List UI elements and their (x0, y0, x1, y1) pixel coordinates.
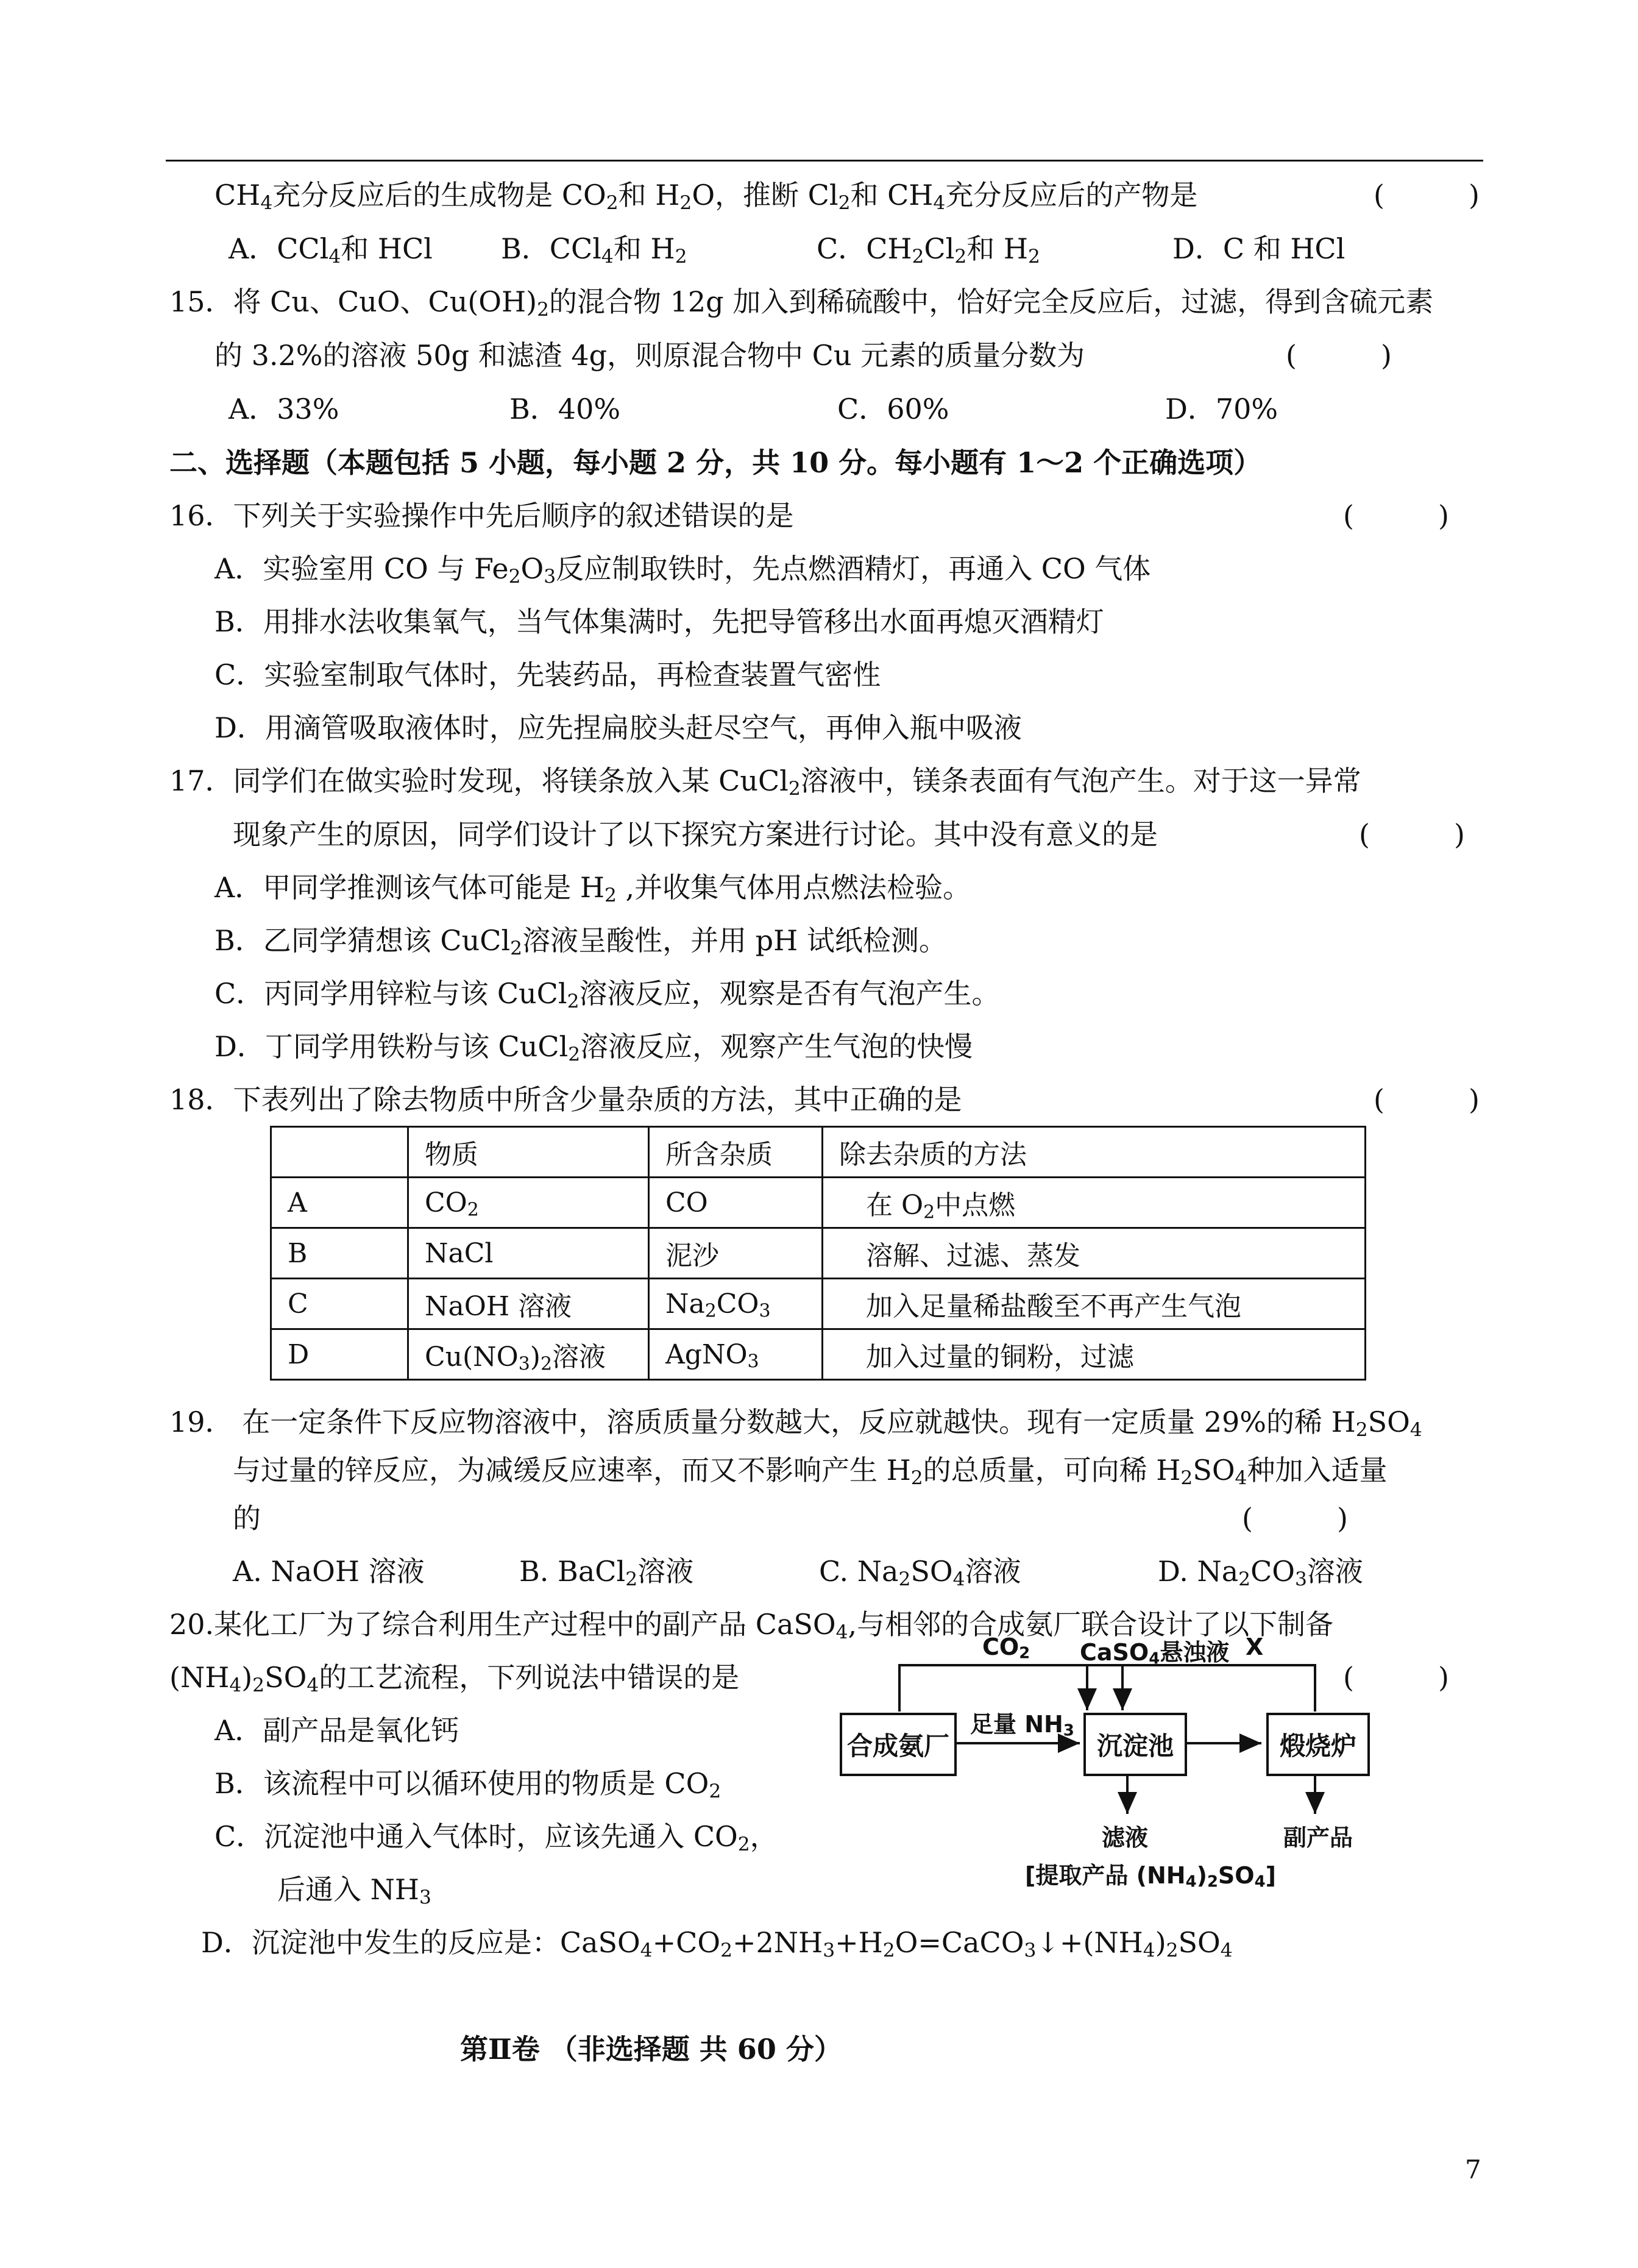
subscript: 4 (1149, 1649, 1160, 1668)
label-filtrate: 滤液 (1102, 1824, 1149, 1851)
subscript: 3 (1024, 1939, 1037, 1961)
subscript: 2 (954, 245, 967, 268)
subscript: 2 (625, 1568, 638, 1590)
row-id: D (271, 1329, 408, 1380)
row-method: 在 $O_2$中点燃 (823, 1178, 1366, 1228)
q14-option-d: D．C 和 HCl (1172, 232, 1346, 265)
subscript: 4 (328, 245, 341, 268)
subscript: 4 (1143, 1939, 1155, 1961)
label-extract-product: [提取产品 $(NH_4)_2SO_4$] (1025, 1862, 1276, 1891)
table-header-cell: 物质 (408, 1127, 649, 1178)
subscript: 3 (747, 1351, 759, 1373)
subscript: 4 (952, 1568, 965, 1590)
q17-option-a: A．甲同学推测该气体可能是 $H_2$ ,并收集气体用点燃法检验。 (214, 871, 971, 906)
q14-option-b: B．CCl$_4$和 $H_2$ (501, 232, 687, 268)
q18-stem: 18．下表列出了除去物质中所含少量杂质的方法，其中正确的是 (169, 1083, 962, 1116)
q18-answer-paren: ( ) (1374, 1083, 1480, 1116)
q17-option-b: B．乙同学猜想该 CuCl$_2$溶液呈酸性，并用 pH 试纸检测。 (214, 924, 947, 959)
q20-answer-paren: ( ) (1343, 1661, 1449, 1694)
subscript: 2 (1180, 1466, 1193, 1489)
q15-option-c: C．60% (837, 393, 949, 425)
q19-stem-line1: 19． 在一定条件下反应物溶液中，溶质质量分数越大，反应就越快。现有一定质量 29%的稀 $H_2SO_4$ (169, 1406, 1422, 1441)
subscript: 2 (604, 884, 617, 906)
subscript: 2 (1238, 1568, 1251, 1590)
box-settling-tank: 沉淀池 (1083, 1713, 1187, 1776)
subscript: 2 (1355, 1418, 1368, 1441)
label-nh3: 足量 $NH_3$ (970, 1711, 1074, 1740)
subscript: 2 (720, 1939, 732, 1961)
subscript: 4 (640, 1939, 653, 1961)
subscript: 2 (912, 245, 924, 268)
subscript: 3 (544, 565, 556, 588)
q14-answer-paren: ( ) (1374, 179, 1480, 212)
q20-stem-line2: $(NH_4)_2SO_4$的工艺流程，下列说法中错误的是 (169, 1661, 740, 1696)
q17-option-d: D．丁同学用铁粉与该 CuCl$_2$溶液反应，观察产生气泡的快慢 (214, 1030, 973, 1065)
subscript: 2 (537, 298, 549, 321)
q16-answer-paren: ( ) (1343, 499, 1449, 532)
label-byproduct: 副产品 (1283, 1824, 1353, 1851)
part2-title: 第Ⅱ卷 （非选择题 共 60 分） (460, 2033, 842, 2066)
subscript: 4 (229, 1674, 242, 1696)
label-x: X (1246, 1633, 1264, 1660)
q16-option-a: A．实验室用 CO 与 $Fe_2O_3$反应制取铁时，先点燃酒精灯，再通入 CO 气体 (214, 552, 1151, 588)
subscript: 2 (910, 1466, 923, 1489)
subscript: 4 (933, 191, 946, 214)
q17-option-c: C．丙同学用锌粒与该 CuCl$_2$溶液反应，观察是否有气泡产生。 (214, 977, 1000, 1012)
q15-option-b: B．40% (509, 393, 621, 425)
subscript: 2 (737, 1833, 750, 1855)
q17-stem-line2: 现象产生的原因，同学们设计了以下探究方案进行讨论。其中没有意义的是 (233, 818, 1158, 851)
row-substance: $CO_2$ (408, 1178, 649, 1228)
q15-answer-paren: ( ) (1286, 339, 1392, 372)
q19-option-c: C. $Na_2SO_4$溶液 (819, 1555, 1021, 1590)
row-method: 加入过量的铜粉，过滤 (823, 1329, 1366, 1380)
label-co2: $CO_2$ (982, 1633, 1030, 1663)
row-method: 溶解、过滤、蒸发 (823, 1228, 1366, 1279)
subscript: 4 (307, 1674, 319, 1696)
table-header-cell: 除去杂质的方法 (823, 1127, 1366, 1178)
subscript: 2 (540, 1353, 552, 1375)
subscript: 4 (1185, 1872, 1197, 1891)
subscript: 2 (898, 1568, 911, 1590)
subscript: 2 (1028, 245, 1040, 268)
q15-option-a: A．33% (229, 393, 339, 425)
subscript: 2 (923, 1201, 935, 1223)
q19-option-b: B. BaCl$_2$溶液 (519, 1555, 694, 1590)
row-substance: NaOH 溶液 (408, 1279, 649, 1329)
q19-option-a: A. NaOH 溶液 (233, 1555, 425, 1588)
subscript: 4 (835, 1621, 848, 1643)
subscript: 2 (606, 191, 619, 214)
subscript: 4 (1235, 1466, 1247, 1489)
q19-stem-line3: 的 (233, 1502, 261, 1535)
table-header-cell: 所含杂质 (649, 1127, 823, 1178)
subscript: 3 (518, 1353, 530, 1375)
section-2-heading: 二、选择题（本题包括 5 小题，每小题 2 分，共 10 分。每小题有 1～2 个正确选项） (169, 446, 1262, 479)
box-calciner: 煅烧炉 (1266, 1713, 1370, 1776)
subscript: 2 (838, 191, 851, 214)
q16-stem: 16．下列关于实验操作中先后顺序的叙述错误的是 (169, 499, 794, 532)
row-impurity: CO (649, 1178, 823, 1228)
row-method: 加入足量稀盐酸至不再产生气泡 (823, 1279, 1366, 1329)
subscript: 4 (1254, 1872, 1266, 1891)
q20-option-b: B．该流程中可以循环使用的物质是 $CO_2$ (214, 1767, 722, 1802)
subscript: 2 (467, 1199, 479, 1221)
subscript: 4 (601, 245, 614, 268)
q20-option-c-line1: C．沉淀池中通入气体时，应该先通入 $CO_2$， (214, 1820, 778, 1855)
subscript: 4 (260, 191, 273, 214)
box-ammonia-plant: 合成氨厂 (840, 1713, 957, 1776)
subscript: 3 (823, 1939, 835, 1961)
q14-option-a: A．CCl$_4$和 HCl (229, 232, 433, 268)
q16-option-c: C．实验室制取气体时，先装药品，再检查装置气密性 (214, 658, 881, 691)
subscript: 3 (1295, 1568, 1307, 1590)
q17-answer-paren: ( ) (1359, 818, 1465, 851)
q20-option-c-line2: 后通入 $NH_3$ (277, 1873, 431, 1908)
subscript: 2 (882, 1939, 895, 1961)
q15-stem-line2: 的 3.2%的溶液 50g 和滤渣 4g，则原混合物中 Cu 元素的质量分数为 (214, 339, 1085, 372)
q19-answer-paren: ( ) (1242, 1502, 1348, 1535)
row-substance: $Cu(NO_3)_2$溶液 (408, 1329, 649, 1380)
q19-option-d: D. $Na_2CO_3$溶液 (1158, 1555, 1363, 1590)
q20-stem-line1: 20.某化工厂为了综合利用生产过程中的副产品 CaSO$_4$,与相邻的合成氨厂联合设计了以下制备 (169, 1608, 1334, 1643)
subscript: 2 (675, 245, 687, 268)
row-impurity: 泥沙 (649, 1228, 823, 1279)
subscript: 2 (679, 191, 692, 214)
page-number: 7 (1465, 2155, 1481, 2184)
subscript: 2 (788, 777, 801, 800)
q20-option-d: D．沉淀池中发生的反应是：$CaSO_4+CO_2+2NH_3+H_2O=CaCO_3↓+(NH_4)_2SO_4$ (201, 1926, 1233, 1961)
label-caso4-suspension: CaSO$_4$悬浊液 (1080, 1639, 1230, 1668)
subscript: 4 (1220, 1939, 1233, 1961)
subscript: 2 (568, 1043, 581, 1065)
row-id: A (271, 1178, 408, 1228)
subscript: 3 (1063, 1721, 1074, 1740)
q20-option-a: A．副产品是氧化钙 (214, 1714, 459, 1747)
subscript: 2 (510, 937, 523, 959)
q16-option-b: B．用排水法收集氧气，当气体集满时，先把导管移出水面再熄灭酒精灯 (214, 605, 1104, 638)
q15-option-d: D．70% (1165, 393, 1278, 425)
row-impurity: AgNO$_3$ (649, 1329, 823, 1380)
subscript: 4 (1409, 1418, 1422, 1441)
row-impurity: $Na_2CO_3$ (649, 1279, 823, 1329)
subscript: 2 (567, 990, 580, 1012)
q16-option-d: D．用滴管吸取液体时，应先捏扁胶头赶尽空气，再伸入瓶中吸液 (214, 711, 1022, 744)
q14-stem: $CH_4$充分反应后的生成物是 $CO_2$和 $H_2O$，推断 $Cl_2$和 $CH_4$充分反应后的产物是 (214, 179, 1198, 214)
q14-option-c: C．$CH_2Cl_2$和 $H_2$ (817, 232, 1040, 268)
subscript: 2 (508, 565, 521, 588)
q17-stem-line1: 17．同学们在做实验时发现，将镁条放入某 CuCl$_2$溶液中，镁条表面有气泡产生。对于这一异常 (169, 764, 1361, 800)
subscript: 3 (759, 1300, 771, 1322)
co2-recycle-line (899, 1665, 1315, 1712)
subscript: 2 (252, 1674, 265, 1696)
subscript: 2 (1166, 1939, 1179, 1961)
subscript: 2 (704, 1300, 717, 1322)
row-id: B (271, 1228, 408, 1279)
subscript: 3 (419, 1886, 431, 1908)
q19-stem-line2: 与过量的锌反应，为减缓反应速率，而又不影响产生 $H_2$的总质量，可向稀 $H_2SO_4$种加入适量 (233, 1454, 1388, 1489)
row-id: C (271, 1279, 408, 1329)
subscript: 2 (1019, 1644, 1030, 1663)
row-substance: NaCl (408, 1228, 649, 1279)
q15-stem-line1: 15．将 Cu、CuO、$Cu(OH)_2$的混合物 12g 加入到稀硫酸中，恰好完全反应后，过滤，得到含硫元素 (169, 285, 1434, 321)
subscript: 2 (1207, 1872, 1218, 1891)
subscript: 2 (709, 1780, 722, 1802)
